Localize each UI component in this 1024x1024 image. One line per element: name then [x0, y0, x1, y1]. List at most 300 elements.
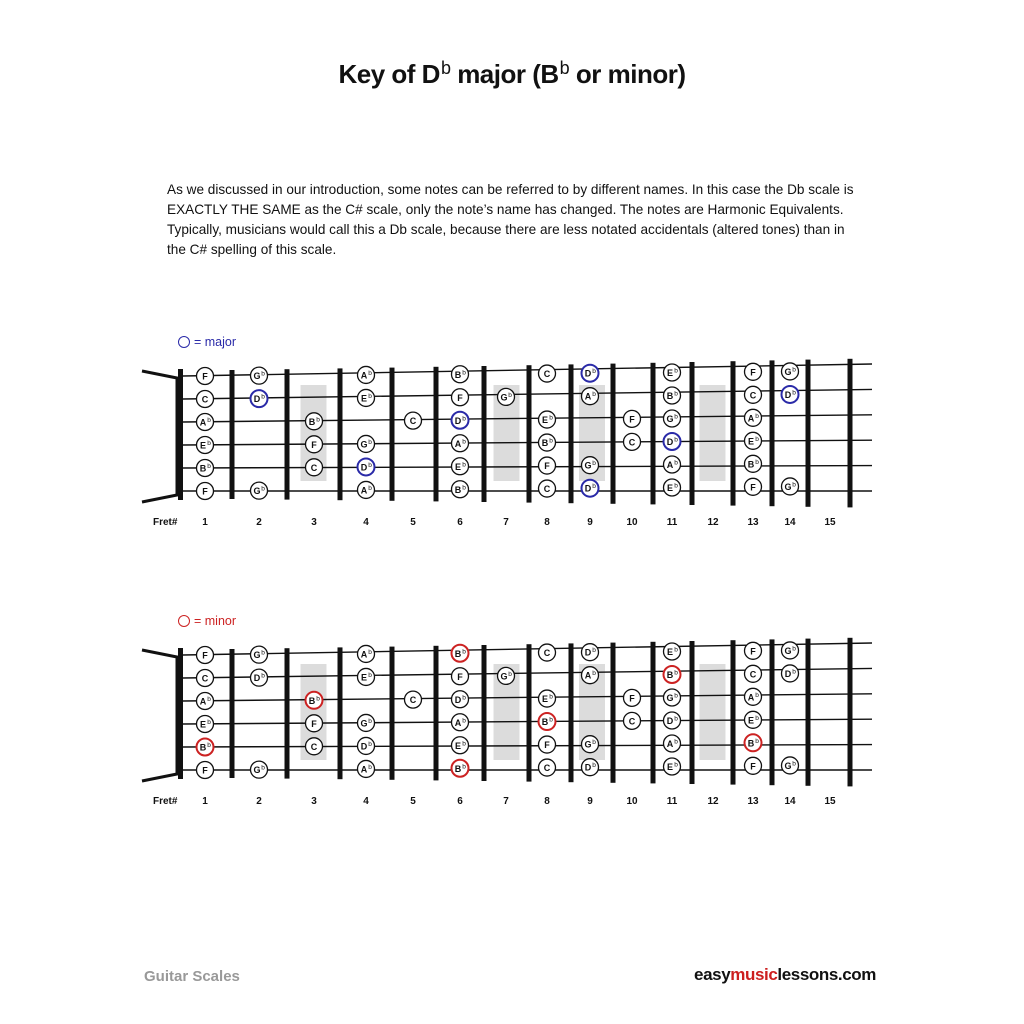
- note-marker: [306, 738, 323, 755]
- note-marker: [582, 365, 599, 382]
- note-letter: D: [253, 673, 261, 684]
- note-accidental: b: [316, 695, 320, 703]
- note-marker: [782, 757, 799, 774]
- note-marker: [745, 734, 762, 751]
- fret-number: 15: [824, 796, 836, 807]
- note-letter: G: [253, 765, 261, 776]
- intro-paragraph: As we discussed in our introduction, some notes can be referred to by different names. In this case the Db scale is EXACTLY THE SAME as the C# scale, only the note’s name has changed. The notes are Harmonic Equivalents. Typically, musicians would call this a Db scale, because there are less notated accidentals (altered tones) than in the C# spelling of this scale.: [167, 182, 854, 257]
- note-marker: [405, 412, 422, 429]
- note-accidental: b: [755, 412, 759, 420]
- note-marker: [664, 643, 681, 660]
- note-marker: [664, 364, 681, 381]
- note-accidental: b: [674, 738, 678, 746]
- fret-bar: [230, 649, 235, 778]
- fret-number: 10: [626, 517, 638, 528]
- note-marker: [624, 433, 641, 450]
- note-accidental: b: [462, 717, 466, 725]
- note-letter: G: [784, 645, 792, 656]
- note-letter: B: [199, 742, 207, 753]
- note-marker: [197, 483, 214, 500]
- note-letter: F: [457, 671, 463, 682]
- note-accidental: b: [549, 716, 553, 724]
- note-letter: A: [360, 764, 368, 775]
- note-letter: E: [541, 694, 549, 705]
- note-marker: [452, 481, 469, 498]
- note-letter: F: [202, 371, 208, 382]
- note-letter: F: [202, 650, 208, 661]
- note-marker: [624, 689, 641, 706]
- note-letter: D: [666, 716, 674, 726]
- fret-bar: [390, 368, 395, 501]
- note-marker: [539, 759, 556, 776]
- note-letter: A: [199, 696, 207, 707]
- note-letter: F: [750, 646, 756, 657]
- note-accidental: b: [207, 440, 211, 447]
- note-letter: B: [454, 369, 462, 380]
- note-marker: [782, 386, 799, 403]
- note-marker: [539, 434, 556, 451]
- note-letter: D: [360, 741, 368, 752]
- note-marker: [452, 668, 469, 685]
- note-letter: E: [666, 368, 674, 378]
- note-letter: D: [584, 762, 592, 773]
- note-marker: [452, 760, 469, 777]
- note-marker: [306, 715, 323, 732]
- note-marker: [197, 762, 214, 779]
- note-accidental: b: [674, 459, 678, 467]
- note-marker: [539, 365, 556, 382]
- note-accidental: b: [462, 415, 466, 423]
- note-accidental: b: [592, 391, 596, 399]
- note-letter: G: [253, 486, 261, 497]
- fret-number: 1: [202, 517, 208, 528]
- note-accidental: b: [792, 760, 796, 768]
- note-marker: [498, 667, 515, 684]
- note-marker: [539, 736, 556, 753]
- note-letter: G: [784, 760, 792, 771]
- note-letter: C: [749, 390, 757, 401]
- note-marker: [251, 367, 268, 384]
- note-accidental: b: [755, 691, 759, 699]
- fret-number: 15: [824, 517, 836, 528]
- fret-bar: [848, 638, 853, 787]
- note-letter: E: [454, 740, 462, 751]
- fret-bar: [338, 647, 343, 779]
- footer-series-label: Guitar Scales: [144, 968, 240, 985]
- note-letter: E: [541, 415, 549, 426]
- note-marker: [358, 645, 375, 662]
- note-marker: [405, 691, 422, 708]
- note-marker: [782, 363, 799, 380]
- note-letter: B: [666, 391, 674, 401]
- fret-number-label: Fret#: [153, 517, 178, 528]
- fretboard-minor: [0, 624, 1024, 824]
- fret-number: 6: [457, 796, 463, 807]
- note-accidental: b: [792, 481, 796, 489]
- fret-bar: [390, 647, 395, 780]
- note-letter: G: [666, 414, 674, 424]
- fret-number: 8: [544, 517, 550, 528]
- note-accidental: b: [674, 715, 678, 723]
- fret-bar: [527, 644, 532, 781]
- note-accidental: b: [207, 696, 211, 703]
- note-accidental: b: [261, 370, 265, 378]
- note-letter: G: [666, 693, 674, 703]
- fret-number: 5: [410, 796, 416, 807]
- note-letter: C: [543, 369, 551, 380]
- note-marker: [582, 759, 599, 776]
- fret-number: 2: [256, 796, 262, 807]
- note-marker: [251, 482, 268, 499]
- nut: [178, 369, 183, 500]
- fret-number: 7: [503, 517, 509, 528]
- note-marker: [197, 414, 214, 431]
- note-letter: A: [360, 485, 368, 496]
- note-letter: A: [747, 413, 755, 424]
- note-marker: [539, 644, 556, 661]
- note-letter: A: [454, 438, 462, 449]
- fret-bar: [285, 648, 290, 778]
- note-accidental: b: [261, 649, 265, 657]
- fret-bar: [482, 645, 487, 781]
- note-accidental: b: [592, 647, 596, 655]
- note-marker: [251, 761, 268, 778]
- fret-bar: [848, 359, 853, 508]
- note-letter: E: [747, 436, 755, 447]
- note-marker: [197, 368, 214, 385]
- fret-number: 7: [503, 796, 509, 807]
- fret-number: 14: [784, 796, 796, 807]
- fret-number: 1: [202, 796, 208, 807]
- note-marker: [358, 668, 375, 685]
- note-accidental: b: [674, 692, 678, 700]
- fret-bar: [285, 369, 290, 499]
- note-letter: B: [199, 463, 207, 474]
- fret-bar: [806, 360, 811, 507]
- note-accidental: b: [368, 648, 372, 656]
- note-marker: [664, 387, 681, 404]
- note-letter: A: [584, 391, 592, 402]
- note-marker: [452, 366, 469, 383]
- note-letter: C: [543, 763, 551, 774]
- note-marker: [745, 409, 762, 426]
- note-marker: [664, 689, 681, 706]
- fret-number: 10: [626, 796, 638, 807]
- note-marker: [664, 735, 681, 752]
- fret-number-label: Fret#: [153, 796, 178, 807]
- note-accidental: b: [549, 414, 553, 422]
- note-accidental: b: [261, 672, 265, 680]
- note-marker: [197, 693, 214, 710]
- note-letter: D: [584, 483, 592, 494]
- note-accidental: b: [792, 389, 796, 397]
- note-marker: [498, 388, 515, 405]
- note-marker: [745, 386, 762, 403]
- note-letter: C: [310, 741, 318, 752]
- note-accidental: b: [674, 367, 678, 375]
- note-letter: E: [747, 715, 755, 726]
- note-marker: [782, 665, 799, 682]
- note-marker: [582, 480, 599, 497]
- legend-minor: = minor: [178, 614, 236, 628]
- note-accidental: b: [592, 483, 596, 491]
- note-accidental: b: [508, 670, 512, 678]
- fret-bar: [690, 362, 695, 505]
- note-letter: F: [202, 486, 208, 497]
- note-marker: [664, 758, 681, 775]
- note-accidental: b: [207, 463, 211, 470]
- note-letter: F: [311, 718, 317, 729]
- note-letter: E: [666, 647, 674, 657]
- note-letter: D: [584, 647, 592, 658]
- note-accidental: b: [261, 485, 265, 493]
- fret-bar: [806, 639, 811, 786]
- note-letter: B: [454, 648, 462, 659]
- fret-bar: [611, 364, 616, 504]
- note-marker: [197, 391, 214, 408]
- note-accidental: b: [674, 390, 678, 398]
- note-letter: C: [628, 716, 636, 727]
- note-marker: [452, 714, 469, 731]
- note-letter: A: [747, 692, 755, 703]
- fret-bar: [651, 363, 656, 505]
- note-letter: A: [454, 717, 462, 728]
- note-letter: A: [584, 670, 592, 681]
- note-marker: [251, 669, 268, 686]
- fret-bar: [731, 361, 736, 505]
- note-accidental: b: [755, 714, 759, 722]
- note-marker: [452, 412, 469, 429]
- fret-number: 11: [666, 796, 678, 807]
- note-accidental: b: [462, 763, 466, 771]
- fret-bar: [230, 370, 235, 499]
- note-letter: B: [541, 438, 549, 449]
- note-marker: [306, 459, 323, 476]
- fret-number: 5: [410, 517, 416, 528]
- note-marker: [782, 642, 799, 659]
- note-marker: [452, 645, 469, 662]
- note-marker: [664, 712, 681, 729]
- note-marker: [306, 692, 323, 709]
- note-letter: E: [360, 393, 368, 404]
- note-letter: C: [628, 437, 636, 448]
- note-marker: [452, 435, 469, 452]
- note-marker: [539, 411, 556, 428]
- note-letter: D: [253, 394, 261, 405]
- note-letter: G: [584, 460, 592, 471]
- note-marker: [624, 712, 641, 729]
- note-marker: [358, 389, 375, 406]
- note-accidental: b: [549, 693, 553, 701]
- note-accidental: b: [462, 461, 466, 469]
- note-marker: [197, 437, 214, 454]
- note-letter: A: [199, 417, 207, 428]
- note-marker: [358, 737, 375, 754]
- note-letter: F: [629, 414, 635, 425]
- fret-bar: [434, 367, 439, 502]
- note-letter: E: [199, 440, 207, 451]
- note-marker: [358, 458, 375, 475]
- note-accidental: b: [592, 460, 596, 468]
- note-accidental: b: [549, 437, 553, 445]
- note-marker: [745, 642, 762, 659]
- note-accidental: b: [755, 458, 759, 466]
- note-accidental: b: [674, 761, 678, 769]
- note-letter: F: [750, 482, 756, 493]
- note-letter: F: [629, 693, 635, 704]
- note-letter: B: [454, 484, 462, 495]
- note-letter: B: [308, 695, 316, 706]
- note-marker: [664, 666, 681, 683]
- note-accidental: b: [368, 369, 372, 377]
- legend-major: = major: [178, 335, 236, 349]
- fret-number: 13: [747, 796, 759, 807]
- note-accidental: b: [592, 368, 596, 376]
- fret-number: 11: [666, 517, 678, 528]
- note-marker: [197, 739, 214, 756]
- note-letter: D: [454, 694, 462, 705]
- note-letter: D: [784, 389, 792, 400]
- note-marker: [745, 455, 762, 472]
- fret-number: 14: [784, 517, 796, 528]
- note-letter: G: [584, 739, 592, 750]
- note-accidental: b: [792, 668, 796, 676]
- nut: [178, 648, 183, 779]
- note-accidental: b: [508, 391, 512, 399]
- note-letter: D: [784, 668, 792, 679]
- fret-bar: [338, 368, 343, 500]
- note-accidental: b: [462, 438, 466, 446]
- note-marker: [358, 760, 375, 777]
- note-letter: G: [253, 650, 261, 661]
- note-marker: [358, 366, 375, 383]
- fret-bar: [690, 641, 695, 784]
- note-letter: G: [500, 392, 508, 403]
- note-accidental: b: [207, 719, 211, 726]
- note-marker: [664, 410, 681, 427]
- note-accidental: b: [674, 413, 678, 421]
- headstock-outline: [142, 371, 177, 502]
- note-marker: [582, 736, 599, 753]
- fretboard-major: [0, 345, 1024, 545]
- note-letter: A: [360, 370, 368, 381]
- note-letter: B: [541, 717, 549, 728]
- note-accidental: b: [462, 740, 466, 748]
- note-marker: [539, 713, 556, 730]
- note-letter: C: [310, 462, 318, 473]
- note-marker: [539, 480, 556, 497]
- note-letter: C: [543, 648, 551, 659]
- note-accidental: b: [207, 742, 211, 749]
- note-accidental: b: [462, 648, 466, 656]
- note-letter: C: [201, 673, 209, 684]
- note-letter: B: [666, 670, 674, 680]
- note-letter: D: [454, 415, 462, 426]
- note-letter: E: [454, 461, 462, 472]
- note-letter: F: [311, 439, 317, 450]
- note-accidental: b: [462, 694, 466, 702]
- note-marker: [582, 388, 599, 405]
- note-letter: E: [666, 762, 674, 772]
- fret-number: 4: [363, 796, 369, 807]
- note-accidental: b: [592, 739, 596, 747]
- note-marker: [251, 646, 268, 663]
- fret-number: 8: [544, 796, 550, 807]
- note-letter: G: [253, 371, 261, 382]
- note-letter: F: [544, 461, 550, 472]
- note-letter: G: [360, 439, 368, 450]
- fret-number: 2: [256, 517, 262, 528]
- fret-bar: [434, 646, 439, 781]
- note-marker: [582, 457, 599, 474]
- note-letter: E: [199, 719, 207, 730]
- note-marker: [358, 435, 375, 452]
- note-marker: [745, 363, 762, 380]
- note-letter: D: [666, 437, 674, 447]
- note-marker: [745, 711, 762, 728]
- fret-bar: [569, 364, 574, 503]
- note-marker: [664, 456, 681, 473]
- note-accidental: b: [792, 645, 796, 653]
- fret-number: 12: [707, 796, 719, 807]
- note-accidental: b: [261, 393, 265, 401]
- fret-number: 4: [363, 517, 369, 528]
- note-letter: F: [457, 392, 463, 403]
- note-marker: [358, 481, 375, 498]
- note-accidental: b: [207, 417, 211, 424]
- fret-bar: [569, 643, 574, 782]
- note-marker: [582, 644, 599, 661]
- note-accidental: b: [368, 461, 372, 469]
- note-marker: [452, 691, 469, 708]
- note-letter: A: [360, 649, 368, 660]
- note-marker: [197, 670, 214, 687]
- note-accidental: b: [674, 482, 678, 490]
- note-accidental: b: [674, 646, 678, 654]
- note-accidental: b: [316, 416, 320, 424]
- note-marker: [358, 714, 375, 731]
- note-letter: D: [360, 462, 368, 473]
- note-accidental: b: [592, 762, 596, 770]
- note-marker: [452, 389, 469, 406]
- note-letter: F: [750, 367, 756, 378]
- note-letter: G: [784, 481, 792, 492]
- note-marker: [745, 757, 762, 774]
- note-marker: [664, 479, 681, 496]
- fret-bar: [527, 365, 532, 502]
- note-letter: C: [749, 669, 757, 680]
- note-marker: [452, 737, 469, 754]
- note-marker: [539, 457, 556, 474]
- fret-bar: [770, 360, 775, 506]
- note-letter: D: [584, 368, 592, 379]
- note-accidental: b: [674, 436, 678, 444]
- footer-brand-logo: easymusiclessons.com: [694, 965, 876, 984]
- note-marker: [306, 436, 323, 453]
- note-marker: [745, 478, 762, 495]
- note-accidental: b: [368, 392, 372, 400]
- headstock-outline: [142, 650, 177, 781]
- fret-number: 9: [587, 796, 593, 807]
- note-letter: E: [360, 672, 368, 683]
- note-letter: F: [544, 740, 550, 751]
- note-accidental: b: [368, 484, 372, 492]
- note-marker: [197, 647, 214, 664]
- note-letter: C: [409, 695, 417, 706]
- fret-bar: [482, 366, 487, 502]
- note-marker: [664, 433, 681, 450]
- note-marker: [745, 688, 762, 705]
